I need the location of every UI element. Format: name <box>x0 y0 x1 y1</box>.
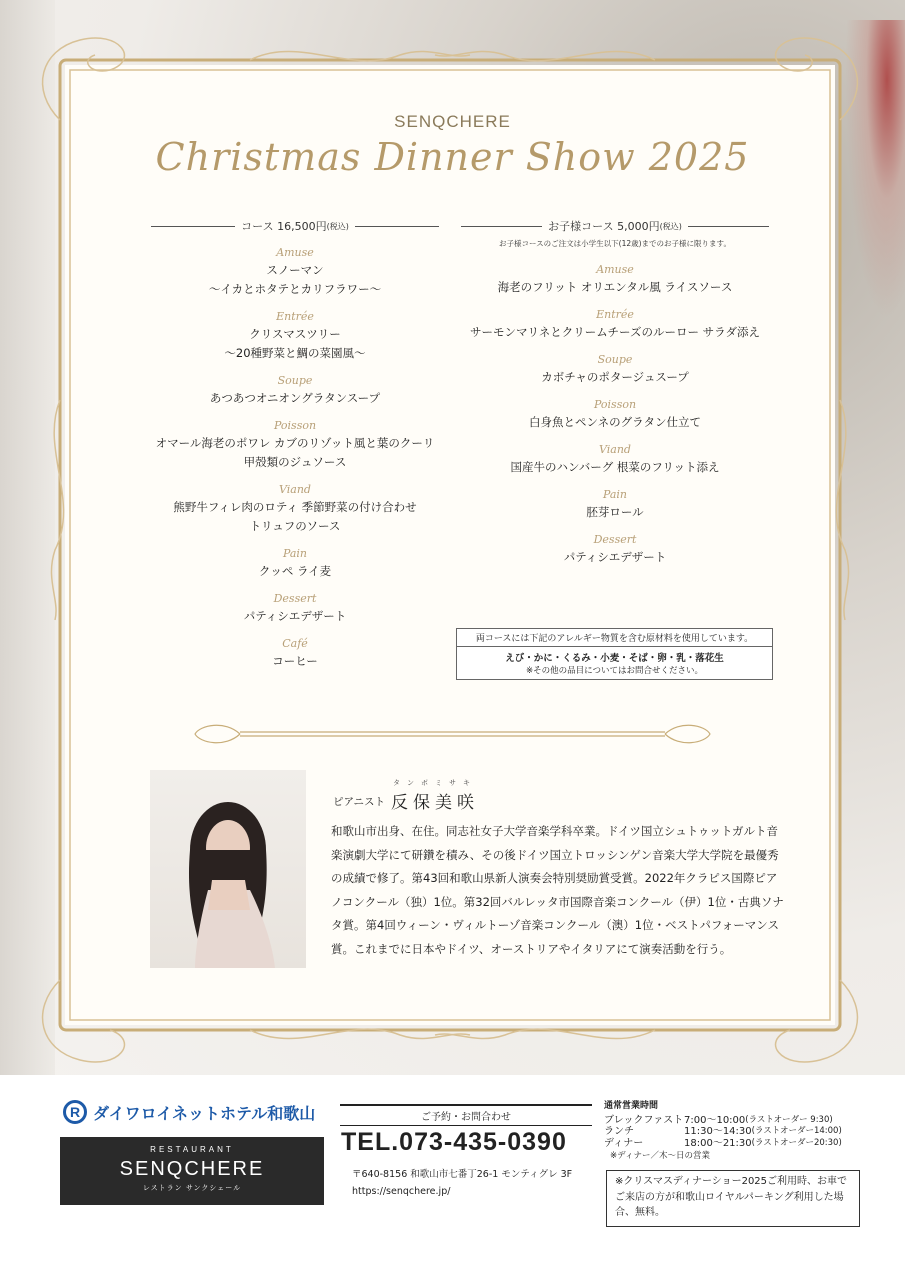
dish-name: オマール海老のポワレ カブのリゾット風と葉のクーリ <box>155 436 435 450</box>
header-rule <box>461 226 542 227</box>
website-link[interactable]: https://senqchere.jp/ <box>352 1186 451 1197</box>
course-label: Viand <box>599 443 631 456</box>
tax-note: (税込) <box>326 221 349 231</box>
dish-name: 〜イカとホタテとカリフラワー〜 <box>208 282 382 296</box>
restaurant-name: SENQCHERE <box>119 1158 265 1180</box>
hours-name: ディナー <box>604 1137 644 1149</box>
divider-ornament <box>195 725 710 742</box>
pianist-ruby: タンボミサキ <box>393 779 477 787</box>
kids-course-note: お子様コースのご注文は小学生以下(12歳)までのお子様に限ります。 <box>499 239 731 248</box>
allergy-box <box>456 628 773 680</box>
course-label: Pain <box>602 488 628 501</box>
pianist-portrait-image <box>150 770 306 968</box>
dish-name: サーモンマリネとクリームチーズのルーロー サラダ添え <box>469 325 760 339</box>
tax-note: (税込) <box>659 221 682 231</box>
dinner-note: ※ディナー／木〜日の営業 <box>610 1151 710 1161</box>
hours-row <box>604 1138 842 1150</box>
course-label: Entrée <box>596 308 634 321</box>
last-order: (ラストオーダー14:00) <box>751 1126 842 1136</box>
hours-time: 18:00〜21:30 <box>684 1137 752 1149</box>
brand-name: SENQCHERE <box>394 112 511 131</box>
allergy-note: ※その他の品目についてはお問合せください。 <box>526 666 703 676</box>
hours-title: 通常営業時間 <box>604 1101 659 1111</box>
adult-dish-list <box>145 246 445 670</box>
last-order: (ラストオーダー 9:30) <box>745 1114 833 1125</box>
contact-heading: ご予約・お問合わせ <box>340 1104 592 1126</box>
adult-course-title: コース 16,500円 <box>241 220 327 233</box>
dish-name: クッペ ライ麦 <box>258 564 332 578</box>
restaurant-label: RESTAURANT <box>150 1145 234 1154</box>
address: 〒640-8156 和歌山市七番丁26-1 モンティグレ 3F <box>352 1169 573 1180</box>
header-rule <box>355 226 439 227</box>
dish-name: トリュフのソース <box>249 519 341 533</box>
course-label: Pain <box>282 547 308 560</box>
hotel-name: ダイワロイネットホテル和歌山 <box>93 1103 316 1123</box>
dish-name: パティシエデザート <box>243 609 347 623</box>
course-label: Amuse <box>276 246 314 259</box>
course-label: Soupe <box>597 353 633 366</box>
restaurant-kana: レストラン サンクシェール <box>142 1184 242 1192</box>
phone-number[interactable]: TEL.073-435-0390 <box>341 1128 567 1156</box>
course-label: Poisson <box>273 419 317 432</box>
hours-name: ランチ <box>604 1126 634 1137</box>
page-title: Christmas Dinner Show 2025 <box>155 135 750 179</box>
dish-name: 〜20種野菜と鯛の菜園風〜 <box>224 346 366 360</box>
dish-name: クリスマスツリー <box>249 327 341 341</box>
dish-name: あつあつオニオングラタンスープ <box>209 391 381 405</box>
restaurant-logo <box>60 1137 324 1205</box>
dish-name: 海老のフリット オリエンタル風 ライスソース <box>497 280 733 294</box>
hours-row <box>604 1126 842 1138</box>
last-order: (ラストオーダー20:30) <box>751 1137 842 1148</box>
allergy-head: 両コースには下記のアレルギー物質を含む原材料を使用しています。 <box>457 629 772 647</box>
dish-name: 胚芽ロール <box>586 505 644 519</box>
course-label: Dessert <box>273 592 317 605</box>
header-rule <box>688 226 769 227</box>
course-label: Café <box>282 637 308 650</box>
hours-row <box>604 1115 842 1127</box>
course-label: Soupe <box>277 374 313 387</box>
pianist-role: ピアニスト <box>333 796 385 808</box>
hotel-logo <box>63 1100 315 1124</box>
dish-name: 白身魚とペンネのグラタン仕立て <box>528 415 702 429</box>
course-label: Amuse <box>596 263 634 276</box>
allergy-items: えび・かに・くるみ・小麦・そば・卵・乳・落花生 <box>505 653 724 664</box>
dish-name: スノーマン <box>266 263 324 277</box>
parking-notice: ※クリスマスディナーショー2025ご利用時、お車でご来店の方が和歌山ロイヤルパーキング利用した場合、無料。 <box>606 1170 860 1227</box>
hours-name: ブレックファスト <box>604 1114 684 1126</box>
course-label: Viand <box>279 483 311 496</box>
dish-name: 熊野牛フィレ肉のロティ 季節野菜の付け合わせ <box>173 500 417 514</box>
kids-course-column <box>455 218 775 566</box>
pianist-photo <box>150 770 306 968</box>
course-label: Poisson <box>593 398 637 411</box>
hours-time: 7:00〜10:00 <box>684 1114 746 1126</box>
address-block <box>352 1166 572 1200</box>
hours-rows <box>604 1115 842 1150</box>
course-label: Dessert <box>593 533 637 546</box>
pianist-bio: 和歌山市出身、在住。同志社女子大学音楽学科卒業。ドイツ国立シュトゥットガルト音楽演劇大学にて研鑽を積み、その後ドイツ国立トロッシンゲン音楽大学大学院を最優秀の成績で修了。第43回和歌山県新人演奏会特別奨励賞受賞。2022年クラピス国際ピアノコンクール（独）1位。第32回バルレッタ市国際音楽コンクール（伊）1位・古典ソナタ賞。第4回ウィーン・ヴィルトーゾ音楽コンクール（澳）1位・ベストパフォーマンス賞。これまでに日本やドイツ、オーストリアやイタリアにて演奏活動を行う。 <box>331 824 784 956</box>
adult-course-header <box>145 218 445 234</box>
dish-name: コーヒー <box>272 654 318 668</box>
dish-name: パティシエデザート <box>563 550 667 564</box>
hours-time: 11:30〜14:30 <box>684 1126 752 1137</box>
hotel-logo-icon: R <box>63 1100 87 1124</box>
kids-dish-list <box>455 263 775 566</box>
course-label: Entrée <box>276 310 314 323</box>
adult-course-column <box>145 218 445 670</box>
header-rule <box>151 226 235 227</box>
dish-name: 甲殻類のジュソース <box>243 455 347 469</box>
business-hours <box>604 1101 842 1163</box>
kids-course-title: お子様コース 5,000円 <box>548 220 660 233</box>
pianist-name: 反保美咲 <box>391 793 479 813</box>
dish-name: カボチャのポタージュスープ <box>541 370 689 384</box>
kids-course-header <box>455 218 775 234</box>
dish-name: 国産牛のハンバーグ 根菜のフリット添え <box>510 460 720 474</box>
